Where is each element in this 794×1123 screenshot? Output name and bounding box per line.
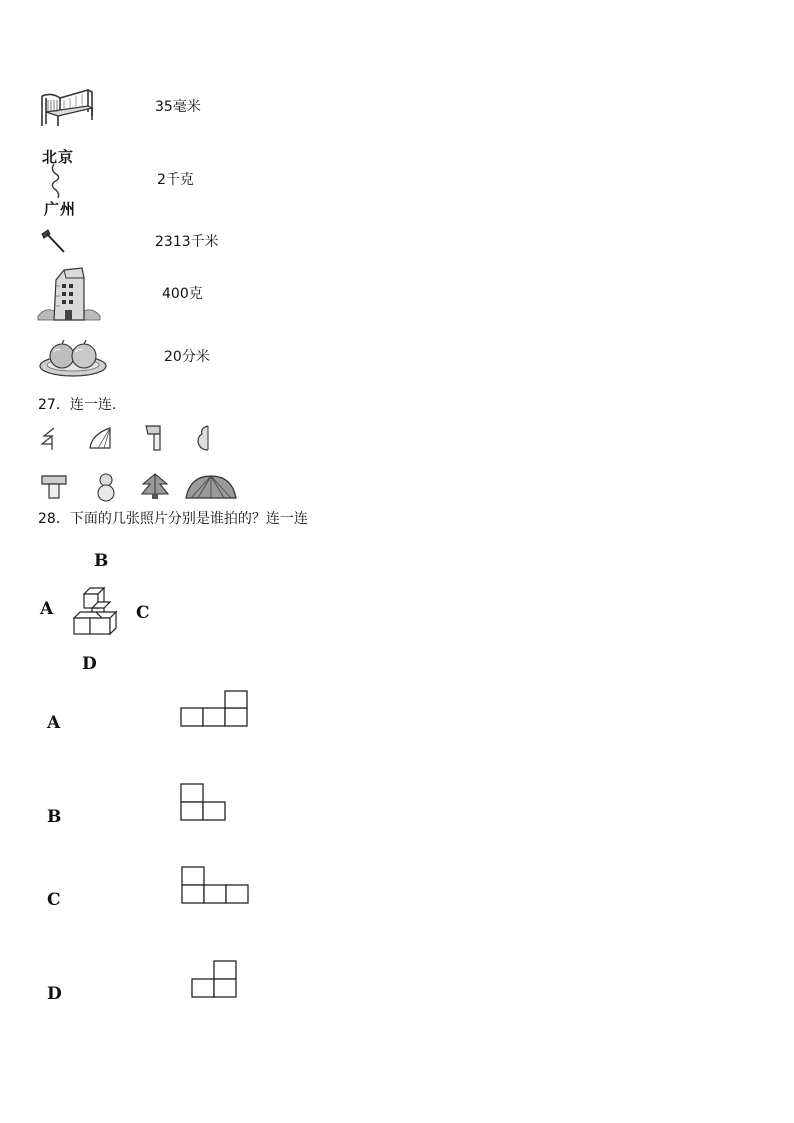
view-c-squares — [181, 866, 251, 906]
measure-label-3: 2313千米 — [155, 234, 219, 250]
nail-picture — [40, 228, 68, 254]
city-beijing-label: 北京 — [42, 148, 75, 166]
position-label-c: C — [136, 603, 150, 623]
half-snowman-icon — [196, 424, 212, 452]
view-label-c: C — [47, 890, 61, 910]
position-label-d: D — [82, 654, 97, 674]
mushroom-icon — [40, 472, 68, 500]
route-line-icon — [48, 164, 68, 198]
measure-label-2: 2千克 — [157, 172, 194, 188]
measure-label-1: 35毫米 — [155, 99, 201, 115]
q27-title: 27．连一连. — [38, 397, 117, 413]
position-label-b: B — [94, 551, 109, 571]
apples-on-plate-picture — [38, 338, 108, 378]
half-umbrella-icon — [88, 426, 114, 450]
position-label-a: A — [40, 599, 54, 619]
bed-picture — [38, 82, 94, 128]
view-label-a: A — [47, 713, 61, 733]
half-mushroom-icon — [144, 424, 164, 452]
half-christmas-tree-icon — [40, 426, 60, 450]
umbrella-icon — [184, 474, 238, 500]
city-guangzhou-label: 广州 — [44, 200, 77, 218]
christmas-tree-icon — [140, 472, 170, 500]
cube-stack-icon — [70, 586, 120, 638]
view-a-squares — [180, 690, 250, 730]
snowman-icon — [94, 472, 118, 502]
view-d-squares — [191, 960, 239, 1000]
measure-label-4: 400克 — [162, 286, 203, 302]
measure-label-5: 20分米 — [164, 349, 210, 365]
view-label-d: D — [47, 984, 62, 1004]
building-picture — [38, 266, 100, 322]
view-label-b: B — [47, 807, 62, 827]
view-b-squares — [180, 783, 228, 823]
q28-title: 28．下面的几张照片分别是谁拍的？连一连 — [38, 511, 308, 527]
